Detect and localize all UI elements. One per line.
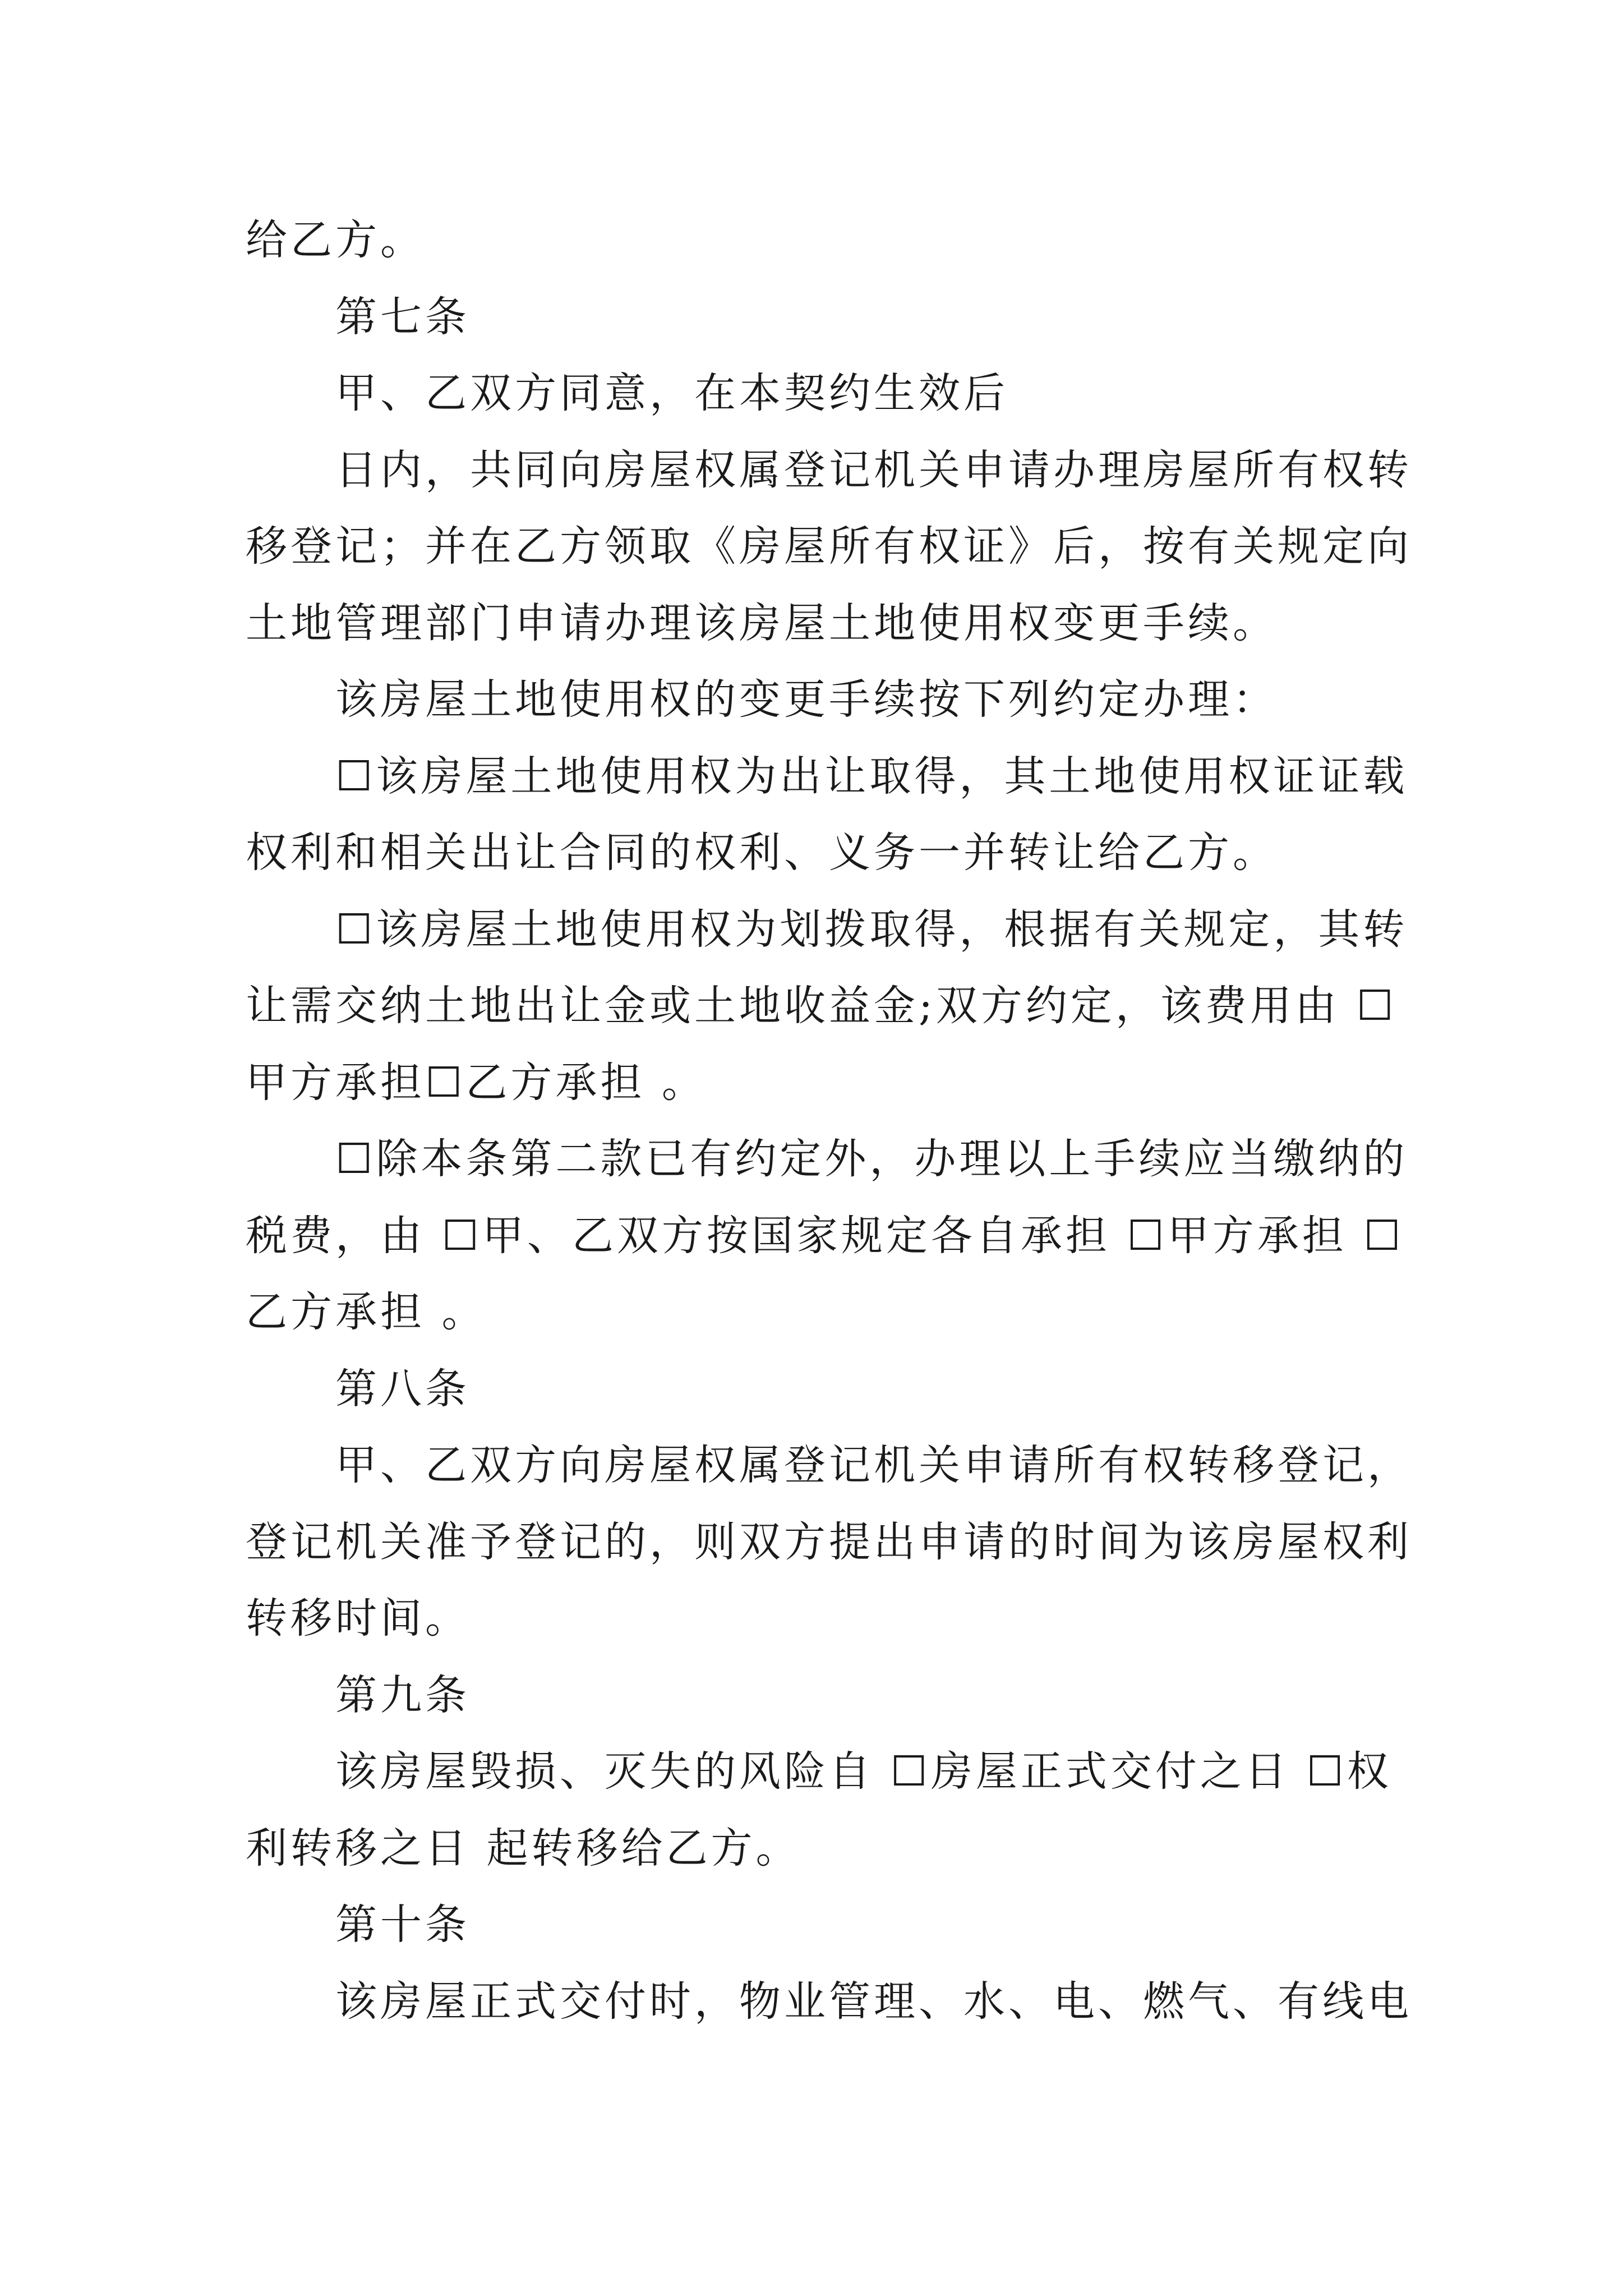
- checkbox-clause: ☐除本条第二款已有约定外，办理以上手续应当缴纳的: [335, 1135, 1408, 1183]
- text-line: 土地管理部门申请办理该房屋土地使用权变更手续。: [246, 599, 1278, 647]
- contract-text: [246, 202, 1412, 2040]
- article-heading: 第十条: [335, 1901, 470, 1949]
- checkbox-clause: ☐该房屋土地使用权为出让取得，其土地使用权证证载: [335, 752, 1408, 800]
- text-line: 甲方承担☐乙方承担 。: [246, 1058, 707, 1107]
- text-line: 该房屋毁损、灭失的风险自 ☐房屋正式交付之日 ☐权: [335, 1747, 1392, 1796]
- article-heading: 第七条: [335, 292, 470, 341]
- text-line: 甲、乙双方向房屋权属登记机关申请所有权转移登记，: [335, 1441, 1412, 1489]
- text-line: 登记机关准予登记的，则双方提出申请的时间为该房屋权利: [246, 1517, 1412, 1566]
- text-line: 日内，共同向房屋权属登记机关申请办理房屋所有权转: [335, 445, 1412, 494]
- text-line: 乙方承担 。: [246, 1288, 487, 1336]
- text-line: 给乙方。: [246, 216, 425, 264]
- text-line: 权利和相关出让合同的权利、义务一并转让给乙方。: [246, 829, 1278, 877]
- text-line: 让需交纳土地出让金或土地收益金;双方约定，该费用由 ☐: [246, 982, 1397, 1030]
- checkbox-clause: ☐该房屋土地使用权为划拨取得，根据有关规定，其转: [335, 905, 1408, 954]
- text-line: 该房屋正式交付时，物业管理、水、电、燃气、有线电: [335, 1977, 1412, 2026]
- text-line: 移登记；并在乙方领取《房屋所有权证》后，按有关规定向: [246, 522, 1412, 570]
- text-line: 税费，由 ☐甲、乙双方按国家规定各自承担 ☐甲方承担 ☐: [246, 1211, 1404, 1260]
- text-line: 甲、乙双方同意，在本契约生效后: [335, 369, 1008, 417]
- article-heading: 第九条: [335, 1671, 470, 1719]
- text-line: 该房屋土地使用权的变更手续按下列约定办理：: [335, 675, 1278, 724]
- article-heading: 第八条: [335, 1364, 470, 1413]
- text-line: 转移时间。: [246, 1594, 470, 1642]
- text-line: 利转移之日 起转移给乙方。: [246, 1824, 801, 1872]
